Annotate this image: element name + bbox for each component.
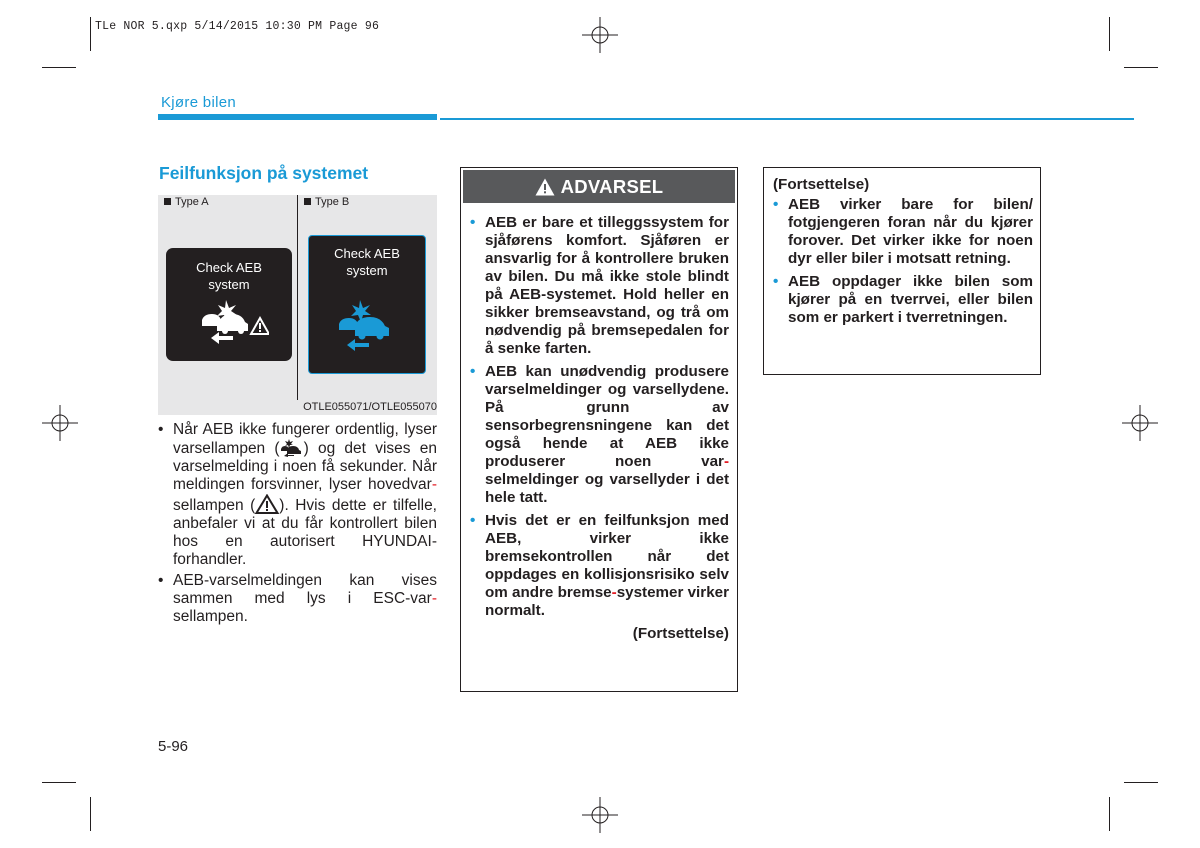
section-heading: Feilfunksjon på systemet: [159, 163, 369, 183]
warning-triangle-icon: [535, 178, 555, 196]
page-number: 5-96: [158, 738, 189, 755]
type-a-text: Type A: [175, 196, 209, 208]
bullet-text: AEB kan unødvendig produsere varselmeldinger og varsellydene. På grunn av sensorbegrensningene kan det også hende at AEB ikke produserer noen var: [485, 363, 729, 470]
bullet-text: Hvis det er en feilfunksjon med AEB, virker ikke bremsekontrollen når det oppdages en kollisjonsrisiko selv om andre bremse: [485, 512, 729, 601]
warning-body: [470, 214, 729, 642]
bullet-icon: •: [158, 572, 164, 589]
list-item: [470, 512, 729, 620]
warning-box: [460, 167, 738, 692]
bullet-icon: •: [470, 512, 476, 529]
aeb-warning-lamp-icon: [199, 298, 269, 346]
crop-mark: [42, 67, 76, 68]
type-b-label: [304, 196, 349, 208]
bullet-text: ) og det vises en varselmelding i noen få sekunder. Når meldingen forsvinner, lyser hovedvar: [173, 440, 437, 493]
square-bullet-icon: [164, 198, 171, 205]
list-item: [470, 363, 729, 507]
cluster-panel-type-a: [166, 248, 292, 361]
image-code: OTLE055071/OTLE055070: [303, 401, 437, 413]
bullet-text: Når AEB ikke fungerer ordentlig, lyser varsellampen (: [173, 421, 437, 457]
red-hyphen: -: [431, 476, 437, 493]
continuation-box: [763, 167, 1041, 375]
list-item: [773, 196, 1033, 268]
crop-mark: [1124, 67, 1158, 68]
bullet-text: sellampen (: [173, 497, 256, 514]
bullet-icon: •: [470, 214, 476, 231]
square-bullet-icon: [304, 198, 311, 205]
left-bullet-list: [158, 421, 437, 629]
bullet-icon: •: [773, 196, 779, 213]
crop-mark: [1109, 797, 1110, 831]
bullet-text: sellampen.: [173, 608, 248, 625]
crop-mark: [90, 17, 91, 51]
type-a-label: [164, 196, 209, 208]
list-item: [158, 572, 437, 626]
continuation-title: (Fortsettelse): [773, 176, 870, 193]
bullet-text: systemer virker normalt.: [485, 584, 729, 619]
registration-mark-icon: [582, 17, 618, 53]
panel-b-message: Check AEB system: [334, 246, 400, 278]
crop-mark: [1109, 17, 1110, 51]
list-item: [158, 421, 437, 569]
header-rule-thick: [158, 114, 437, 120]
bullet-text: AEB virker bare for bilen/ fotgjengeren foran når du kjører forover. Det virker ikke for noen dyr eller biler i motsatt retning.: [788, 196, 1033, 267]
cluster-panel-type-b: [308, 235, 426, 374]
registration-mark-icon: [582, 797, 618, 833]
bullet-icon: •: [158, 421, 164, 438]
continued-note: (Fortsettelse): [632, 625, 729, 642]
red-hyphen: -: [431, 590, 437, 607]
bullet-text: selmeldinger og varsellyder i det hele tatt.: [485, 471, 729, 506]
list-item: [773, 273, 1033, 327]
bullet-text: AEB-varselmeldingen kan vises sammen med lys i ESC-var: [173, 572, 437, 607]
bullet-icon: •: [470, 363, 476, 380]
bullet-text: AEB oppdager ikke bilen som kjører på en tverrvei, eller bilen som er parkert i tverretningen.: [788, 273, 1033, 326]
bullet-icon: •: [773, 273, 779, 290]
aeb-warning-lamp-icon: [280, 439, 304, 457]
section-label: Kjøre bilen: [161, 94, 236, 111]
figure-divider: [297, 195, 298, 400]
list-item: [470, 214, 729, 358]
header-rule-thin: [440, 118, 1134, 120]
warning-title: ADVARSEL: [560, 175, 664, 197]
aeb-warning-lamp-icon: [337, 298, 399, 354]
crop-mark: [1124, 782, 1158, 783]
registration-mark-icon: [1122, 405, 1158, 441]
red-hyphen: -: [723, 453, 729, 470]
master-warning-triangle-icon: [255, 494, 279, 514]
registration-mark-icon: [42, 405, 78, 441]
crop-mark: [42, 782, 76, 783]
red-hyphen: -: [611, 584, 617, 601]
bullet-text: ). Hvis dette er tilfelle, anbefaler vi at du får kontrollert bilen hos en autorisert HYUNDAI-forhandler.: [173, 497, 437, 568]
panel-a-message: Check AEB system: [196, 260, 262, 292]
bullet-text: AEB er bare et tilleggssystem for sjåførens komfort. Sjåføren er ansvarlig for å kontrollere bruken av bilen. Du må ikke stole blindt på AEB-systemet. Hold heller en sikker bremseavstand, og trå om nødvendig på bremsepedalen for å senke farten.: [485, 214, 729, 357]
crop-mark: [90, 797, 91, 831]
print-slug: TLe NOR 5.qxp 5/14/2015 10:30 PM Page 96: [95, 20, 380, 33]
type-b-text: Type B: [315, 196, 350, 208]
continuation-body: [773, 176, 1033, 332]
warning-header: [463, 170, 735, 203]
